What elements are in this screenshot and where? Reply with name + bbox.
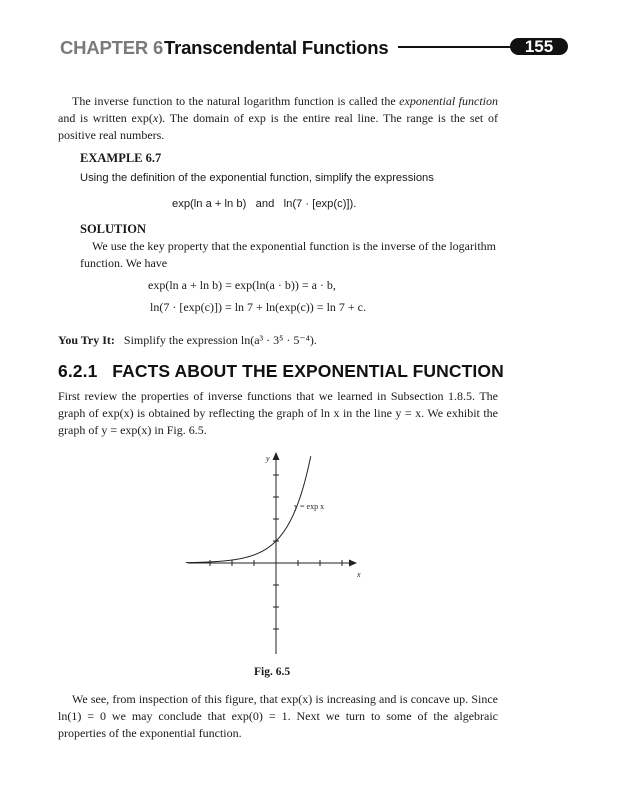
solution-equation-1: exp(ln a + ln b) = exp(ln(a · b)) = a · b, bbox=[148, 278, 336, 292]
solution-text: We use the key property that the exponential function is the inverse of the logarithm function. We have bbox=[80, 239, 496, 270]
intro-text-2: and is written exp( bbox=[58, 111, 153, 126]
you-try-it-text: Simplify the expression ln(a³ · 3⁵ · 5⁻⁴). bbox=[123, 333, 317, 347]
intro-var: x bbox=[152, 111, 159, 126]
section-heading: 6.2.1 FACTS ABOUT THE EXPONENTIAL FUNCTION bbox=[58, 361, 504, 381]
example-text: Using the definition of the exponential function, simplify the expressions bbox=[80, 172, 434, 184]
x-axis-label: x bbox=[357, 570, 361, 579]
x-axis-arrow-icon bbox=[349, 560, 357, 567]
y-axis-label: y bbox=[266, 454, 270, 463]
solution-title: SOLUTION bbox=[80, 222, 146, 236]
y-axis-arrow-icon bbox=[273, 452, 280, 460]
section-paragraph: First review the properties of inverse functions that we learned in Subsection 1.8.5. The graph of exp(x) is obtained by reflecting the graph of ln x in the line y = x. We exhibit the graph of y = exp(x) in Fig. 6.5. bbox=[58, 389, 498, 438]
exp-graph-figure bbox=[180, 446, 370, 658]
you-try-it-label: You Try It bbox=[58, 333, 111, 347]
example-title: EXAMPLE 6.7 bbox=[80, 151, 162, 165]
exp-graph bbox=[180, 446, 370, 658]
solution-equation-2: ln(7 · [exp(c)]) = ln 7 + ln(exp(c)) = ln 7 + c. bbox=[150, 300, 366, 314]
running-header bbox=[60, 36, 570, 62]
figure-caption: Fig. 6.5 bbox=[254, 666, 291, 678]
you-try-it: You Try It: Simplify the expression ln(a³ · 3⁵ · 5⁻⁴). bbox=[58, 333, 317, 347]
example-formula: exp(ln a + ln b) and ln(7 · [exp(c)]). bbox=[172, 198, 357, 210]
chapter-label: CHAPTER 6 bbox=[60, 37, 164, 58]
intro-text-1: The inverse function to the natural logarithm function is called the bbox=[72, 94, 400, 108]
curve-label: y = exp x bbox=[294, 502, 325, 511]
intro-text-3: ). The domain of exp is the entire real line. The range is the set of positive real numbers. bbox=[58, 111, 498, 143]
page-number-badge: 155 bbox=[510, 38, 568, 55]
closing-paragraph: We see, from inspection of this figure, that exp(x) is increasing and is concave up. Since ln(1) = 0 we may conclude that exp(0) = 1. Next we turn to some of the algebraic properties of the exponential function. bbox=[58, 692, 498, 741]
intro-paragraph bbox=[58, 93, 498, 145]
chapter-title: Transcendental Functions bbox=[164, 37, 389, 58]
intro-emphasis: exponential function bbox=[399, 94, 498, 108]
exp-curve bbox=[186, 456, 311, 562]
